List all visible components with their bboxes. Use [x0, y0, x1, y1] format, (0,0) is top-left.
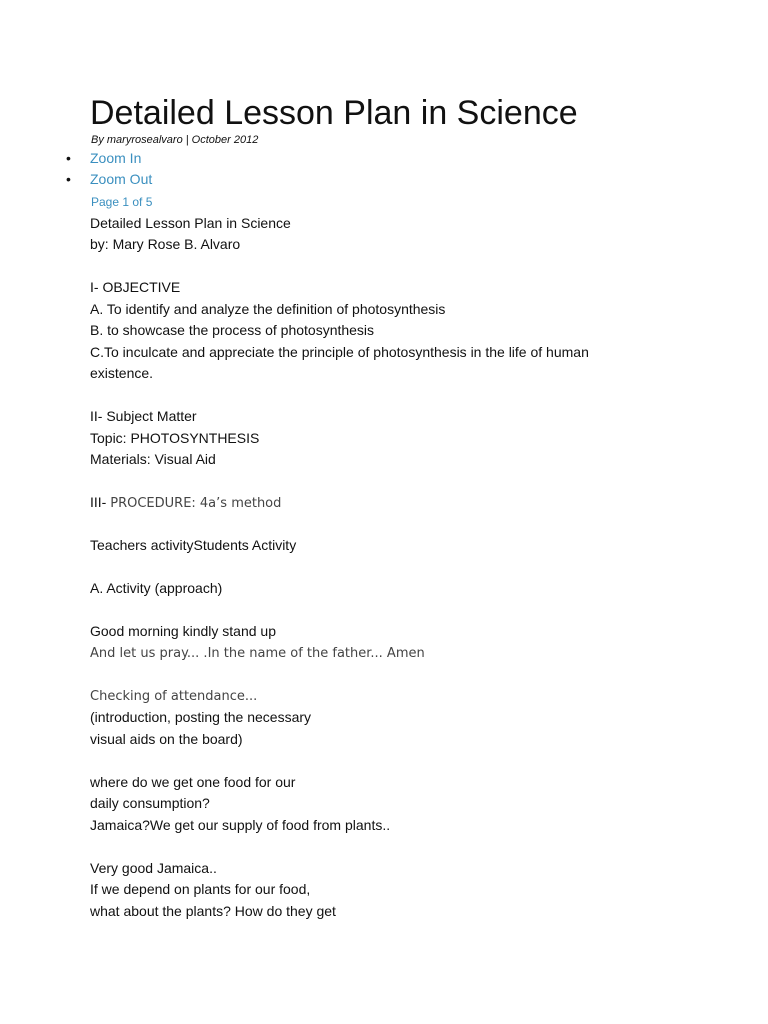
subject-matter-heading: II- Subject Matter [90, 408, 197, 424]
document-body [90, 213, 710, 923]
topic-line: Topic: PHOTOSYNTHESIS [90, 429, 260, 446]
procedure-heading [90, 492, 710, 514]
bullet-icon: • [66, 150, 71, 166]
objective-heading: I- OBJECTIVE [90, 279, 181, 295]
doc-heading-line: Detailed Lesson Plan in Science [90, 214, 291, 231]
objective-c-continued: existence. [90, 365, 154, 381]
greeting-line: Good morning kindly stand up [90, 623, 276, 639]
bullet-icon: • [66, 171, 71, 187]
blank-line [90, 557, 710, 579]
procedure-method: PROCEDURE: 4a’s method [110, 496, 282, 511]
zoom-in-link[interactable]: Zoom In [90, 150, 142, 166]
author-line: by: Mary Rose B. Alvaro [90, 236, 241, 252]
introduction-line-continued: visual aids on the board) [90, 730, 243, 747]
activity-approach-heading: A. Activity (approach) [90, 580, 223, 596]
page-indicator: Page 1 of 5 [91, 195, 153, 209]
blank-line [90, 385, 710, 407]
blank-line [90, 836, 710, 858]
introduction-line: (introduction, posting the necessary [90, 709, 312, 725]
prayer-line: And let us pray... .In the name of the father... Amen [90, 645, 425, 661]
blank-line [90, 600, 710, 622]
blank-line [90, 256, 710, 278]
objective-b: B. to showcase the process of photosynthesis [90, 322, 375, 338]
attendance-line: Checking of attendance... [90, 688, 258, 704]
materials-line: Materials: Visual Aid [90, 451, 216, 467]
procedure-prefix: III- [90, 494, 111, 510]
activity-columns-line: Teachers activityStudents Activity [90, 537, 297, 553]
question-line: where do we get one food for our [90, 773, 296, 790]
question-line-continued: daily consumption? [90, 795, 210, 811]
answer-line: Jamaica?We get our supply of food from plants.. [90, 816, 391, 833]
zoom-out-link[interactable]: Zoom Out [90, 171, 153, 187]
praise-line: Very good Jamaica.. [90, 859, 217, 876]
blank-line [90, 514, 710, 536]
zoom-in-item [0, 148, 300, 169]
blank-line [90, 471, 710, 493]
objective-c: C.To inculcate and appreciate the principle of photosynthesis in the life of human [90, 343, 589, 360]
objective-a: A. To identify and analyze the definition of photosynthesis [90, 300, 446, 317]
blank-line [90, 664, 710, 686]
blank-line [90, 750, 710, 772]
byline: By maryrosealvaro | October 2012 [91, 134, 259, 146]
followup-line: If we depend on plants for our food, [90, 881, 311, 897]
followup-line-continued: what about the plants? How do they get [90, 902, 336, 919]
zoom-out-item [0, 169, 300, 190]
page-title: Detailed Lesson Plan in Science [90, 94, 578, 132]
